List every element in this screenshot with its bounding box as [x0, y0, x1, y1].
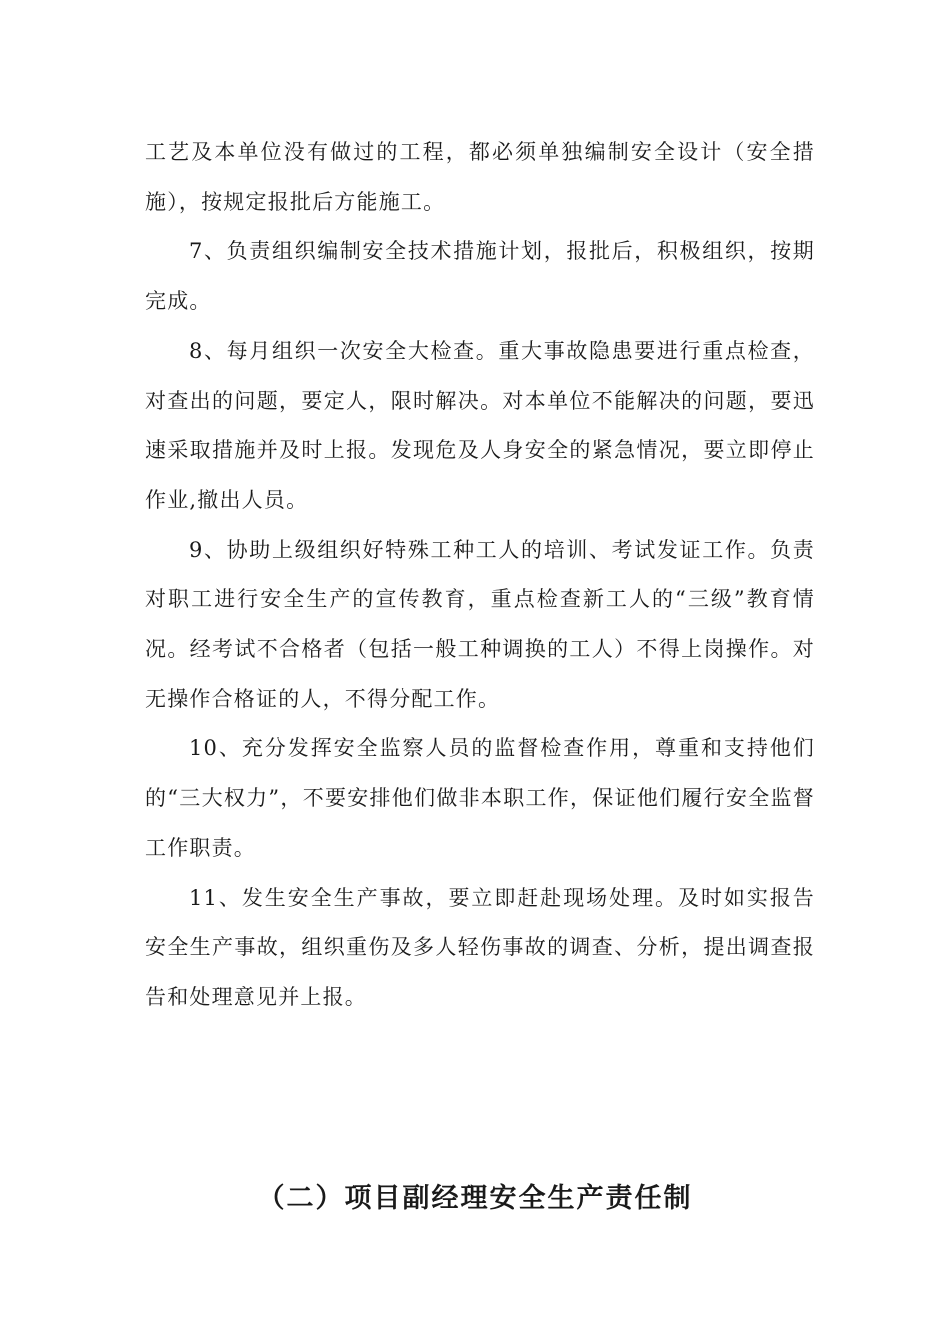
paragraph-item-8: 8、每月组织一次安全大检查。重大事故隐患要进行重点检查，对查出的问题，要定人，限时解决。对本单位不能解决的问题，要迅速采取措施并及时上报。发现危及人身安全的紧急情况，要立即停止作业,撤出人员。 [145, 338, 815, 512]
section-heading: （二）项目副经理安全生产责任制 [257, 1183, 693, 1214]
paragraph-item-11: 11、发生安全生产事故，要立即赶赴现场处理。及时如实报告安全生产事故，组织重伤及多人轻伤事故的调查、分析，提出调查报告和处理意见并上报。 [145, 885, 815, 1009]
paragraph-item-10: 10、充分发挥安全监察人员的监督检查作用，尊重和支持他们的“三大权力”，不要安排他们做非本职工作，保证他们履行安全监督工作职责。 [145, 736, 815, 860]
paragraph-item-9: 9、协助上级组织好特殊工种工人的培训、考试发证工作。负责对职工进行安全生产的宣传教育，重点检查新工人的“三级”教育情况。经考试不合格者（包括一般工种调换的工人）不得上岗操作。对无操作合格证的人，不得分配工作。 [145, 537, 815, 711]
paragraph-continuation: 工艺及本单位没有做过的工程，都必须单独编制安全设计（安全措施），按规定报批后方能施工。 [145, 140, 815, 214]
document-body [145, 128, 815, 1023]
paragraph-item-7: 7、负责组织编制安全技术措施计划，报批后，积极组织，按期完成。 [145, 239, 815, 314]
